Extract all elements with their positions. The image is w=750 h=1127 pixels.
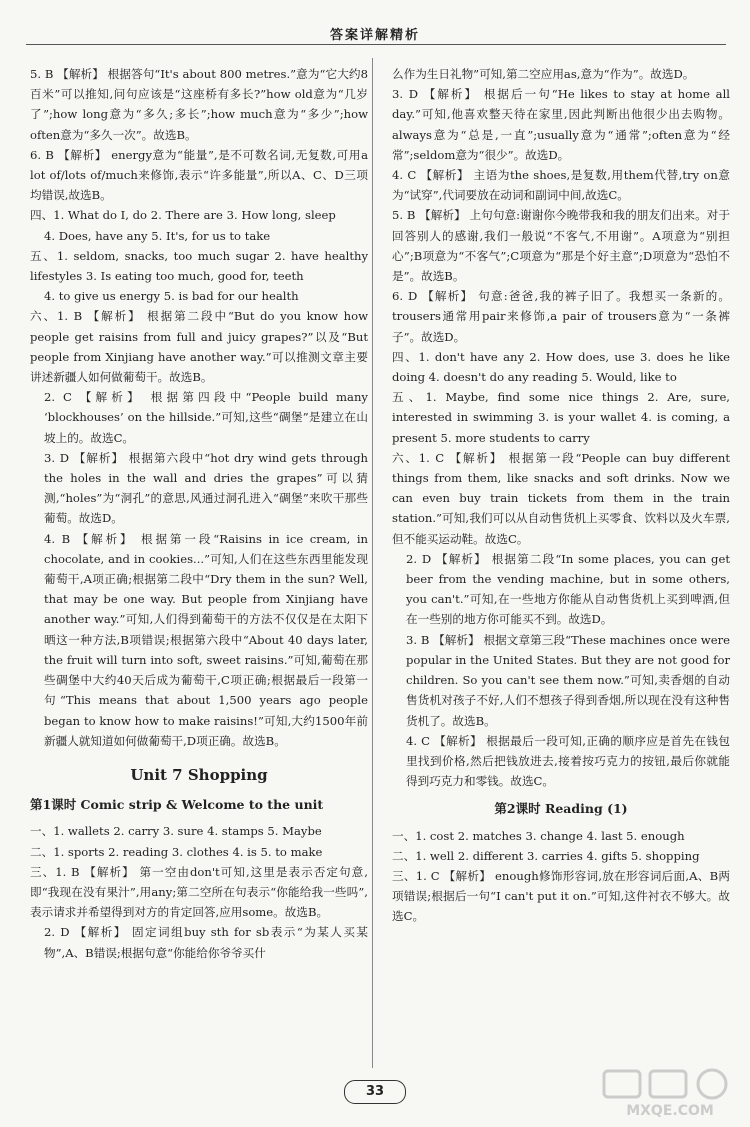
answer-4: 4. C 【解析】 主语为the shoes,是复数,用them代替,try on意为“试穿”,代词要放在动词和副词中间,故选C。 — [392, 168, 730, 203]
reading-answer-4: 4. B 【解析】 根据第一段“Raisins in ice cream, in chocolate, and in cookies...”可知,人们在这些东西里能发现葡萄干,A项正确;根据第二段中“Dry them in the sun? Well, that may be one way. But people from Xinjiang have another way.”可知,人们得到葡萄干的方法不仅仅是在太阳下晒这一种方法,B项错误;根据第六段中“About 40 days later, the fruit will turn into soft, sweet raisins.”可知,葡萄在那些碉堡中大约40天后成为葡萄干,C项正确;根据最后一段第一句“This means that about 1,500 years ago people began to know how to make raisins!”可知,大约1500年前新疆人就知道如何做葡萄干,D项正确。故选B。 — [44, 531, 368, 748]
right-column — [392, 64, 730, 927]
reading-answer-3: 3. D 【解析】 根据第六段中“hot dry wind gets through the holes in the wall and dries the grapes”可以猜测,“holes”为“洞孔”的意思,风通过洞孔进入“碉堡”来吹干那些葡萄。故选D。 — [44, 450, 368, 526]
section-5-line-1: 五、1. seldom, snacks, too much sugar 2. have healthy lifestyles 3. Is eating too much, good for, teeth — [30, 248, 368, 284]
reading-answer-2: 2. C 【解析】 根据第四段中“People build many ‘blockhouses’ on the hillside.”可知,这些“碉堡”是建立在山坡上的。故选C。 — [44, 390, 368, 445]
answer-3: 3. D 【解析】 根据后一句“He likes to stay at home all day.”可知,他喜欢整天待在家里,因此判断出他很少出去购物。always意为“总是,一直”;usually意为“通常”;often意为“经常”;seldom意为“很少”。故选D。 — [392, 87, 730, 162]
watermark-logo — [600, 1067, 740, 1121]
lesson1-section-3-q1: 三、1. B 【解析】 第一空由don't可知,这里是表示否定句意,即“我现在没有果汁”,用any;第二空所在句表示“你能给我一些吗”,表示请求并希望得到对方的肯定回答,应用some。故选B。 — [30, 864, 368, 920]
reading-answer-1: 六、1. C 【解析】 根据第一段“People can buy different things from them, like snacks and soft drinks. Now we can even buy train tickets from them in the train station.”可知,我们可以从自动售货机上买零食、饮料以及火车票,但不能买运动鞋。故选C。 — [392, 450, 730, 546]
continued-text: 么作为生日礼物”可知,第二空应用as,意为“作为”。故选D。 — [392, 67, 695, 81]
lesson-1-title: 第1课时 Comic strip & Welcome to the unit — [30, 797, 324, 813]
answer-6: 6. B 【解析】 energy意为“能量”,是不可数名词,无复数,可用a lot of/lots of/much来修饰,表示“许多能量”,所以A、C、D三项均错误,故选B。 — [30, 147, 368, 203]
lesson2-section-1: 一、1. cost 2. matches 3. change 4. last 5. enough — [392, 828, 685, 843]
lesson1-section-2: 二、1. sports 2. reading 3. clothes 4. is 5. to make — [30, 844, 323, 859]
answer-5: 5. B 【解析】 上句句意:谢谢你今晚带我和我的朋友们出来。对于回答别人的感谢,我们一般说“不客气,不用谢”。A项意为“别担心”;B项意为“不客气”;C项意为“那是个好主意”;D项意为“恐怕不是”。故选B。 — [392, 208, 730, 284]
answer-6: 6. D 【解析】 句意:爸爸,我的裤子旧了。我想买一条新的。trousers通常用pair来修饰,a pair of trousers意为“一条裤子”。故选D。 — [392, 289, 730, 344]
section-4-line-2: 4. Does, have any 5. It's, for us to take — [44, 228, 271, 243]
reading-answer-3: 3. B 【解析】 根据文章第三段“These machines once were popular in the United States. But they are not good for children. So you can't see them now.”可知,卖香烟的自动售货机对孩子不好,人们不想孩子得到香烟,所以现在没有这种售货机了。故选B。 — [406, 632, 730, 728]
unit-title: Unit 7 Shopping — [130, 765, 268, 784]
lesson1-section-1: 一、1. wallets 2. carry 3. sure 4. stamps 5. Maybe — [30, 824, 322, 839]
page-number: 33 — [344, 1080, 406, 1104]
column-divider — [372, 58, 373, 1068]
page-header: 答案详解精析 — [329, 28, 420, 43]
header-rule — [26, 44, 726, 45]
section-5: 五、1. Maybe, find some nice things 2. Are, sure, interested in swimming 3. is your wallet 4. is coming, a present 5. more students to carry — [392, 390, 730, 445]
reading-answer-2: 2. D 【解析】 根据第二段“In some places, you can get beer from the vending machine, but in some others, you can't.”可知,在一些地方你能从自动售货机上买到啤酒,但在一些别的地方你可能买不到。故选D。 — [406, 551, 730, 627]
section-4: 四、1. don't have any 2. How does, use 3. does he like doing 4. doesn't do any reading 5. Would, like to — [392, 349, 730, 385]
section-5-line-2: 4. to give us energy 5. is bad for our health — [44, 289, 299, 304]
lesson2-section-3: 三、1. C 【解析】 enough修饰形容词,放在形容词后面,A、B两项错误;根据后一句“I can't put it on.”可知,这件衬衣不够大。故选C。 — [392, 868, 730, 924]
section-4-line-1: 四、1. What do I, do 2. There are 3. How long, sleep — [30, 208, 336, 223]
lesson2-section-2: 二、1. well 2. different 3. carries 4. gifts 5. shopping — [392, 848, 700, 863]
lesson1-section-3-q2: 2. D 【解析】 固定词组buy sth for sb表示“为某人买某物”,A、B错误;根据句意“你能给你爷爷买什 — [44, 925, 368, 960]
reading-answer-4: 4. C 【解析】 根据最后一段可知,正确的顺序应是首先在钱包里找到价格,然后把钱放进去,接着按巧克力的按钮,最后你就能得到巧克力和零钱。故选C。 — [406, 733, 730, 789]
lesson-2-title: 第2课时 Reading (1) — [494, 801, 628, 817]
watermark-icon — [600, 1067, 740, 1121]
left-column — [30, 64, 368, 963]
answer-5: 5. B 【解析】 根据答句“It's about 800 metres.”意为“它大约8百米”可以推知,问句应该是“这座桥有多长?”how old意为“几岁了”;how long意为“多久;多长”;how much意为“多少”;how often意为“多久一次”。故选B。 — [30, 67, 368, 142]
reading-answer-1: 六、1. B 【解析】 根据第二段中“But do you know how people get raisins from full and juicy grapes?”以及“But people from Xinjiang have another way.”可以推测文章主要讲述新疆人如何做葡萄干。故选B。 — [30, 309, 368, 385]
watermark-text: MXQE.COM — [626, 1103, 714, 1119]
